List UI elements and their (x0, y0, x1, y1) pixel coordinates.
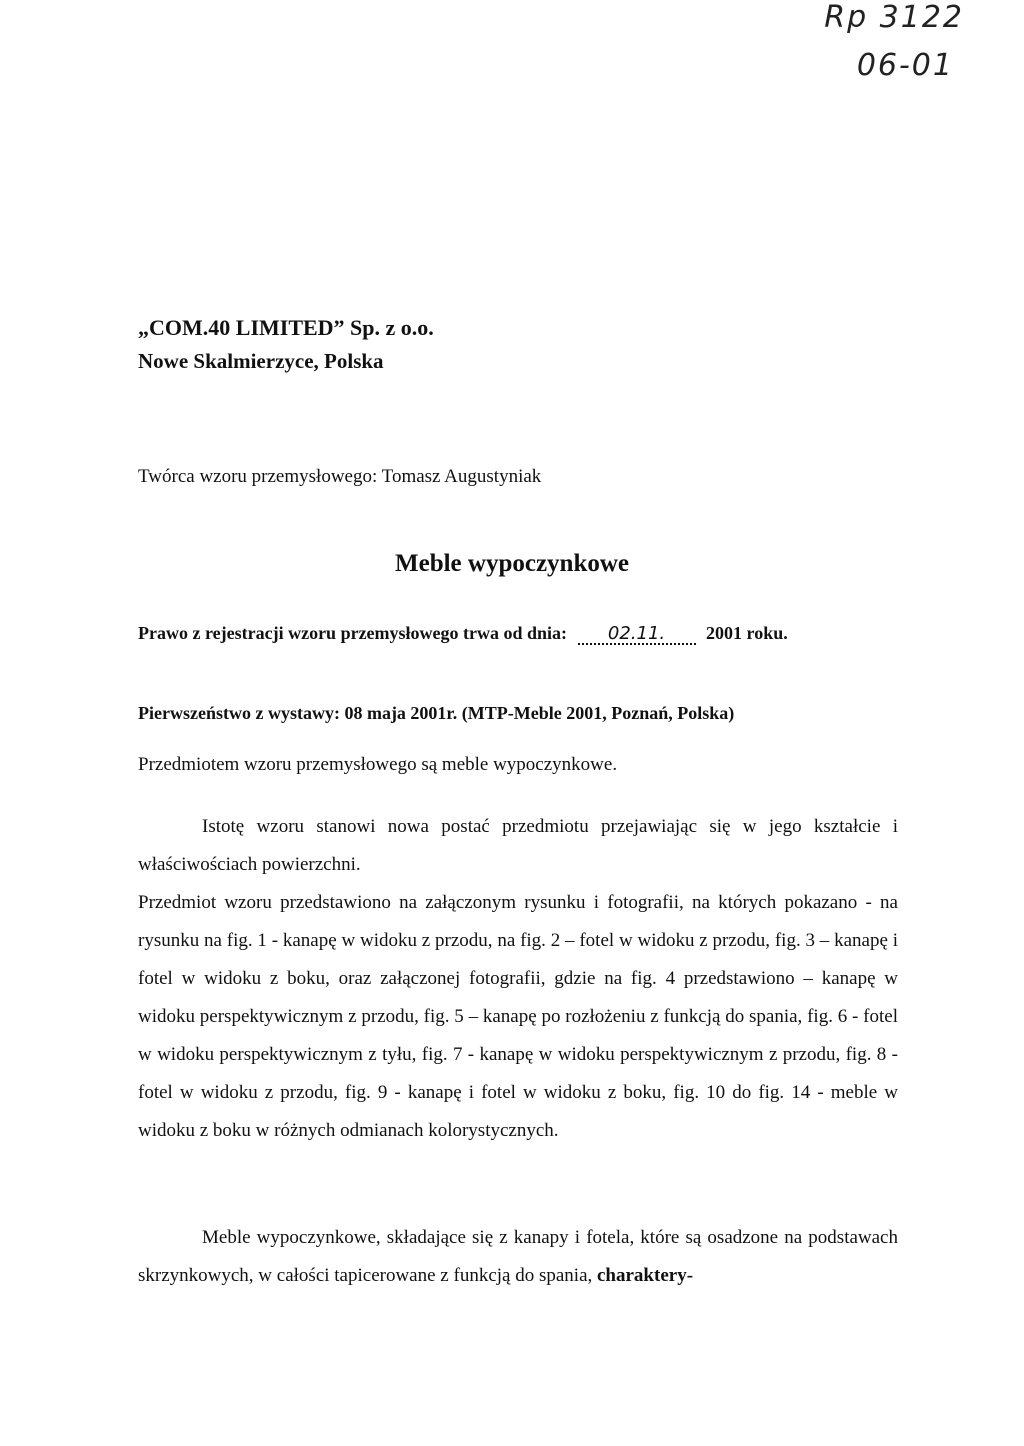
registration-date: 02.11. (578, 625, 696, 645)
paragraph-essence: Istotę wzoru stanowi nowa postać przedmiotu przejawiając się w jego kształcie i właściwościach powierzchni. (138, 816, 898, 875)
priority-line: Pierwszeństwo z wystawy: 08 maja 2001r. (MTP-Meble 2001, Poznań, Polska) (138, 703, 735, 723)
handwritten-reference: Rp 3122 (824, 0, 964, 35)
registration-line (138, 623, 788, 645)
document-title: Meble wypoczynkowe (395, 550, 629, 577)
paragraph-description (138, 1219, 898, 1295)
registration-suffix: 2001 roku. (706, 623, 788, 643)
description-bold-text: charaktery- (597, 1265, 694, 1286)
registration-prefix: Prawo z rejestracji wzoru przemysłowego trwa od dnia: (138, 623, 568, 643)
applicant-city: Nowe Skalmierzyce, Polska (138, 349, 384, 373)
paragraph-figures: Przedmiot wzoru przedstawiono na załączonym rysunku i fotografii, na których pokazano - na rysunku na fig. 1 - kanapę w widoku z przodu, na fig. 2 – fotel w widoku z przodu, fig. 3 – kanapę i fotel w widoku z boku, oraz załączonej fotografii, gdzie na fig. 4 przedstawiono – kanapę w widoku perspektywicznym z przodu, fig. 5 – kanapę po rozłożeniu z funkcją do spania, fig. 6 - fotel w widoku perspektywicznym z tyłu, fig. 7 - kanapę w widoku perspektywicznym z przodu, fig. 8 - fotel w widoku z przodu, fig. 9 - kanapę i fotel w widoku z boku, fig. 10 do fig. 14 - meble w widoku z boku w różnych odmianach kolorystycznych. (138, 892, 898, 1141)
paragraph-subject: Przedmiotem wzoru przemysłowego są meble wypoczynkowe. (138, 754, 618, 775)
handwritten-number: 06-01 (856, 48, 954, 83)
applicant-name: „COM.40 LIMITED” Sp. z o.o. (138, 315, 434, 340)
creator-line: Twórca wzoru przemysłowego: Tomasz Augustyniak (138, 466, 542, 487)
description-text: Meble wypoczynkowe, składające się z kanapy i fotela, które są osadzone na podstawach skrzynkowych, w całości tapicerowane z funkcją do spania, (138, 1227, 898, 1286)
